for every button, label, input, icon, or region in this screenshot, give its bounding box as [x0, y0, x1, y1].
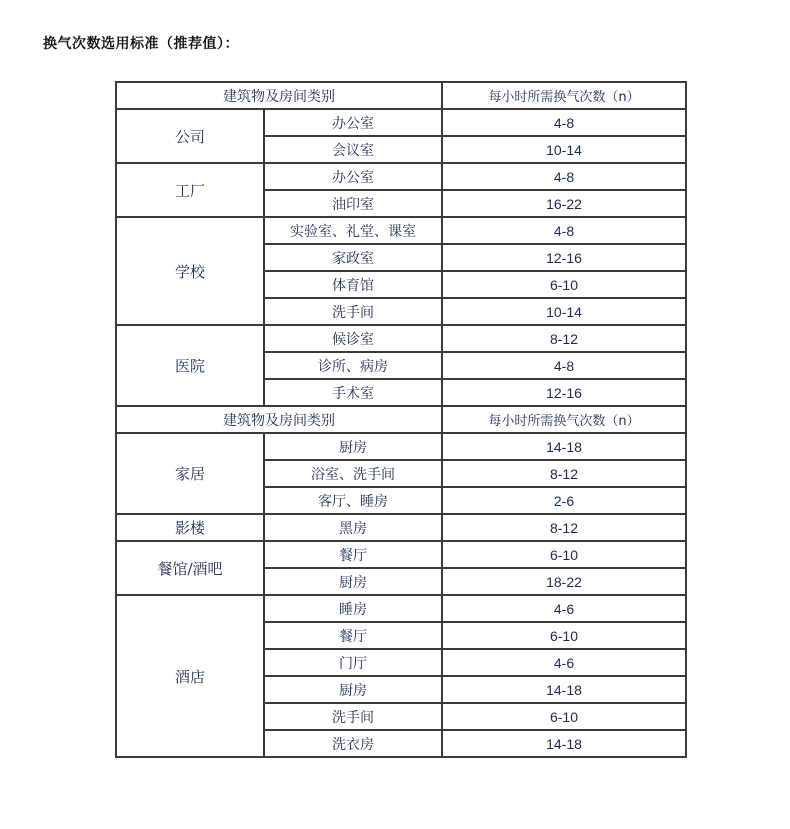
category-cell: 公司 [116, 109, 264, 163]
table-body [116, 82, 686, 757]
room-cell: 体育馆 [264, 271, 442, 298]
rate-cell: 6-10 [442, 541, 686, 568]
room-cell: 门厅 [264, 649, 442, 676]
rate-cell: 4-6 [442, 595, 686, 622]
air-change-table [115, 81, 687, 758]
rate-cell: 4-8 [442, 109, 686, 136]
room-cell: 厨房 [264, 433, 442, 460]
rate-cell: 8-12 [442, 325, 686, 352]
header-rate-cell: 每小时所需换气次数（n） [442, 406, 686, 433]
room-cell: 实验室、礼堂、课室 [264, 217, 442, 244]
room-cell: 浴室、洗手间 [264, 460, 442, 487]
room-cell: 洗手间 [264, 703, 442, 730]
rate-cell: 12-16 [442, 379, 686, 406]
rate-cell: 6-10 [442, 703, 686, 730]
room-cell: 洗手间 [264, 298, 442, 325]
rate-cell: 6-10 [442, 622, 686, 649]
table-row [116, 217, 686, 244]
rate-cell: 4-6 [442, 649, 686, 676]
category-cell: 学校 [116, 217, 264, 325]
category-cell: 工厂 [116, 163, 264, 217]
table-row [116, 109, 686, 136]
room-cell: 办公室 [264, 163, 442, 190]
rate-cell: 8-12 [442, 514, 686, 541]
room-cell: 会议室 [264, 136, 442, 163]
header-category-cell: 建筑物及房间类别 [116, 406, 442, 433]
rate-cell: 2-6 [442, 487, 686, 514]
room-cell: 餐厅 [264, 622, 442, 649]
rate-cell: 14-18 [442, 676, 686, 703]
room-cell: 客厅、睡房 [264, 487, 442, 514]
category-cell: 家居 [116, 433, 264, 514]
category-cell: 餐馆/酒吧 [116, 541, 264, 595]
room-cell: 黑房 [264, 514, 442, 541]
room-cell: 厨房 [264, 568, 442, 595]
rate-cell: 12-16 [442, 244, 686, 271]
rate-cell: 14-18 [442, 433, 686, 460]
category-cell: 酒店 [116, 595, 264, 757]
table-row [116, 433, 686, 460]
table-row [116, 514, 686, 541]
room-cell: 诊所、病房 [264, 352, 442, 379]
rate-cell: 18-22 [442, 568, 686, 595]
category-cell: 医院 [116, 325, 264, 406]
room-cell: 餐厅 [264, 541, 442, 568]
room-cell: 手术室 [264, 379, 442, 406]
rate-cell: 8-12 [442, 460, 686, 487]
table-row [116, 325, 686, 352]
category-cell: 影楼 [116, 514, 264, 541]
rate-cell: 6-10 [442, 271, 686, 298]
table-row [116, 541, 686, 568]
room-cell: 油印室 [264, 190, 442, 217]
rate-cell: 4-8 [442, 352, 686, 379]
rate-cell: 14-18 [442, 730, 686, 757]
table-header-row [116, 82, 686, 109]
rate-cell: 10-14 [442, 136, 686, 163]
room-cell: 家政室 [264, 244, 442, 271]
rate-cell: 10-14 [442, 298, 686, 325]
rate-cell: 4-8 [442, 163, 686, 190]
room-cell: 厨房 [264, 676, 442, 703]
table-row [116, 595, 686, 622]
page-title: 换气次数选用标准（推荐值）： [43, 36, 239, 52]
room-cell: 候诊室 [264, 325, 442, 352]
header-category-cell: 建筑物及房间类别 [116, 82, 442, 109]
room-cell: 洗衣房 [264, 730, 442, 757]
room-cell: 睡房 [264, 595, 442, 622]
rate-cell: 16-22 [442, 190, 686, 217]
header-rate-cell: 每小时所需换气次数（n） [442, 82, 686, 109]
rate-cell: 4-8 [442, 217, 686, 244]
table-row [116, 163, 686, 190]
room-cell: 办公室 [264, 109, 442, 136]
table-header-row [116, 406, 686, 433]
